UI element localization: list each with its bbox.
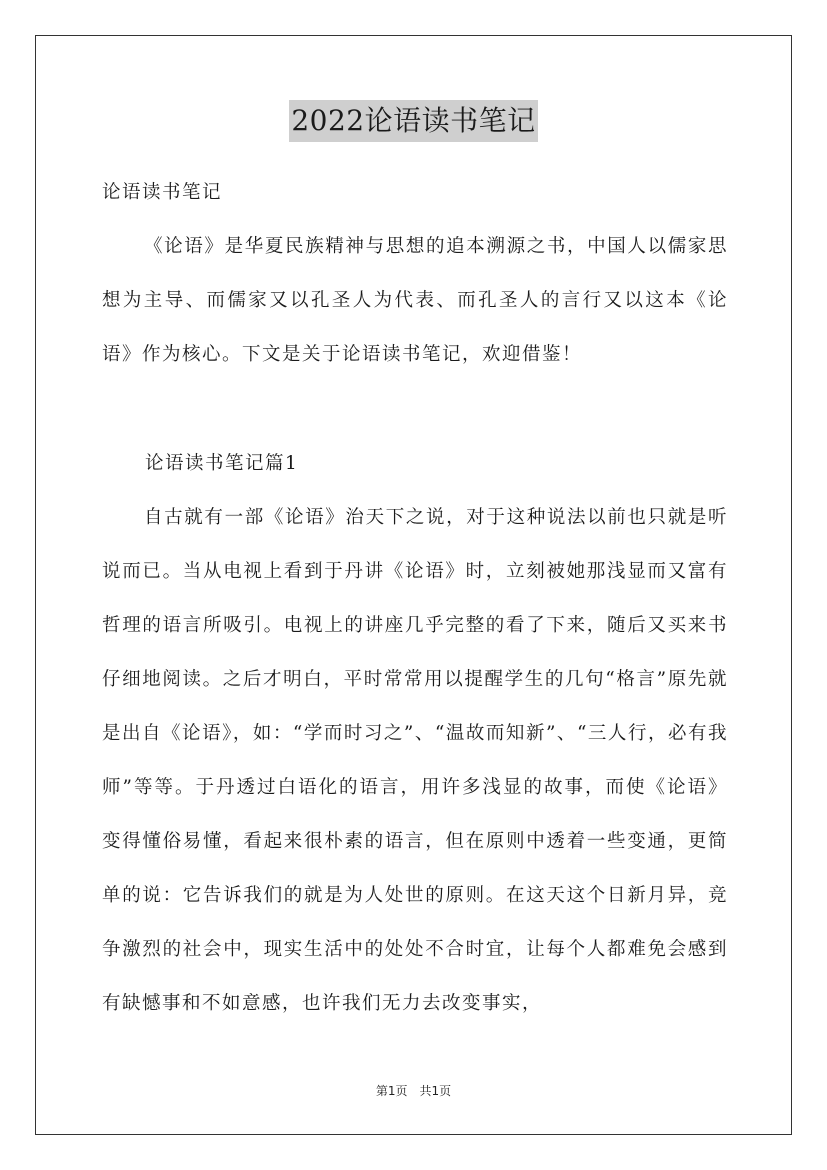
section-heading: 论语读书笔记篇1 [145,453,299,474]
page-number-current: 第1页 [375,1084,408,1098]
page-number-total: 共1页 [419,1084,452,1098]
title-container [0,100,827,142]
document-title: 2022论语读书笔记 [289,100,537,142]
section-paragraph: 自古就有一部《论语》治天下之说，对于这种说法以前也只就是听说而已。当从电视上看到于丹讲《论语》时，立刻被她那浅显而又富有哲理的语言所吸引。电视上的讲座几乎完整的看了下来，随后又买来书仔细地阅读。之后才明白，平时常常用以提醒学生的几句“格言”原先就是出自《论语》，如：“学而时习之”、“温故而知新”、“三人行，必有我师”等等。于丹透过白语化的语言，用许多浅显的故事，而使《论语》变得懂俗易懂，看起来很朴素的语言，但在原则中透着一些变通，更简单的说：它告诉我们的就是为人处世的原则。在这天这个日新月异，竞争激烈的社会中，现实生活中的处处不合时宜，让每个人都难免会感到有缺憾事和不如意感，也许我们无力去改变事实， [102,507,728,1014]
document-subheading: 论语读书笔记 [102,182,223,203]
page-footer [0,1083,827,1099]
intro-paragraph: 《论语》是华夏民族精神与思想的追本溯源之书，中国人以儒家思想为主导、而儒家又以孔圣人为代表、而孔圣人的言行又以这本《论语》作为核心。下文是关于论语读书笔记，欢迎借鉴！ [102,236,728,365]
